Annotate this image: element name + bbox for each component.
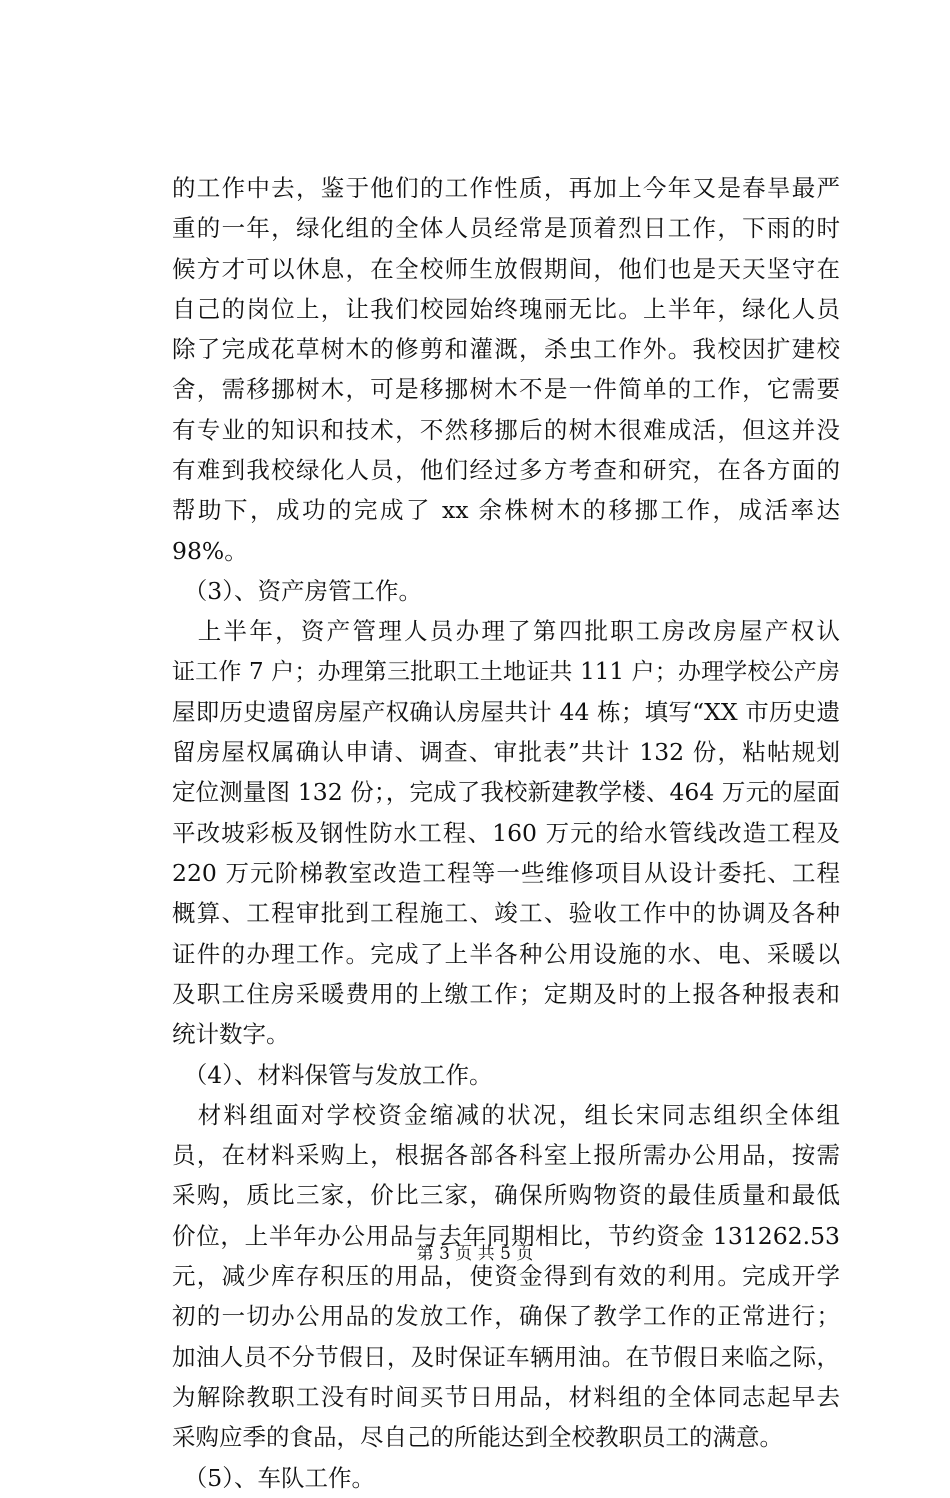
text-line: 加油人员不分节假日，及时保证车辆用油。在节假日来临之际， [172,1342,840,1371]
text-line: 定位测量图 132 份；，完成了我校新建教学楼、464 万元的屋面 [172,778,840,807]
text-line: 舍，需移挪树木，可是移挪树木不是一件简单的工作，它需要 [172,375,840,404]
text-line: 概算、工程审批到工程施工、竣工、验收工作中的协调及各种 [172,899,840,928]
text-line: 候方才可以休息，在全校师生放假期间，他们也是天天坚守在 [172,254,840,283]
page-footer: 第 3 页 共 5 页 [416,1244,534,1264]
text-line: 价位，上半年办公用品与去年同期相比，节约资金 131262.53 [172,1221,840,1250]
text-line: 采购，质比三家，价比三家，确保所购物资的最佳质量和最低 [172,1181,840,1210]
text-line: 屋即历史遗留房屋产权确认房屋共计 44 栋；填写“XX 市历史遗 [172,697,840,726]
text-line: 材料组面对学校资金缩减的状况，组长宋同志组织全体组 [172,1100,840,1129]
text-line: 平改坡彩板及钢性防水工程、160 万元的给水管线改造工程及 [172,818,840,847]
text-line: 的工作中去，鉴于他们的工作性质，再加上今年又是春旱最严 [172,174,840,202]
text-line: 证工作 7 户；办理第三批职工土地证共 111 户；办理学校公产房 [172,658,840,685]
text-line: 有难到我校绿化人员，他们经过多方考查和研究，在各方面的 [172,456,840,485]
text-line: 初的一切办公用品的发放工作，确保了教学工作的正常进行； [172,1302,840,1331]
text-line: 统计数字。 [172,1020,290,1049]
text-line: 元，减少库存积压的用品，使资金得到有效的利用。完成开学 [172,1262,840,1291]
text-line: （4）、材料保管与发放工作。 [172,1060,493,1089]
text-line: 上半年，资产管理人员办理了第四批职工房改房屋产权认 [172,617,840,646]
text-line: 证件的办理工作。完成了上半各种公用设施的水、电、采暖以 [172,939,840,968]
text-line: 220 万元阶梯教室改造工程等一些维修项目从设计委托、工程 [172,859,840,888]
text-line: 留房屋权属确认申请、调查、审批表”共计 132 份，粘帖规划 [172,738,840,767]
text-line: （5）、车队工作。 [172,1463,375,1492]
text-line: 为解除教职工没有时间买节日用品，材料组的全体同志起早去 [172,1382,840,1411]
document-body [172,168,840,1498]
text-line: 员，在材料采购上，根据各部各科室上报所需办公用品，按需 [172,1141,840,1170]
text-line: 及职工住房采暖费用的上缴工作；定期及时的上报各种报表和 [172,979,840,1008]
text-line: 有专业的知识和技术，不然移挪后的树木很难成活，但这并没 [172,415,840,444]
text-line: 帮助下，成功的完成了 xx 余株树木的移挪工作，成活率达 [172,496,840,525]
text-line: 98%。 [172,536,248,565]
text-line: （3）、资产房管工作。 [172,576,422,605]
text-line: 重的一年，绿化组的全体人员经常是顶着烈日工作，下雨的时 [172,214,840,243]
text-line: 采购应季的食品，尽自己的所能达到全校教职员工的满意。 [172,1423,783,1452]
text-line: 除了完成花草树木的修剪和灌溉，杀虫工作外。我校因扩建校 [172,335,840,364]
text-line: 自己的岗位上，让我们校园始终瑰丽无比。上半年，绿化人员 [172,294,840,323]
